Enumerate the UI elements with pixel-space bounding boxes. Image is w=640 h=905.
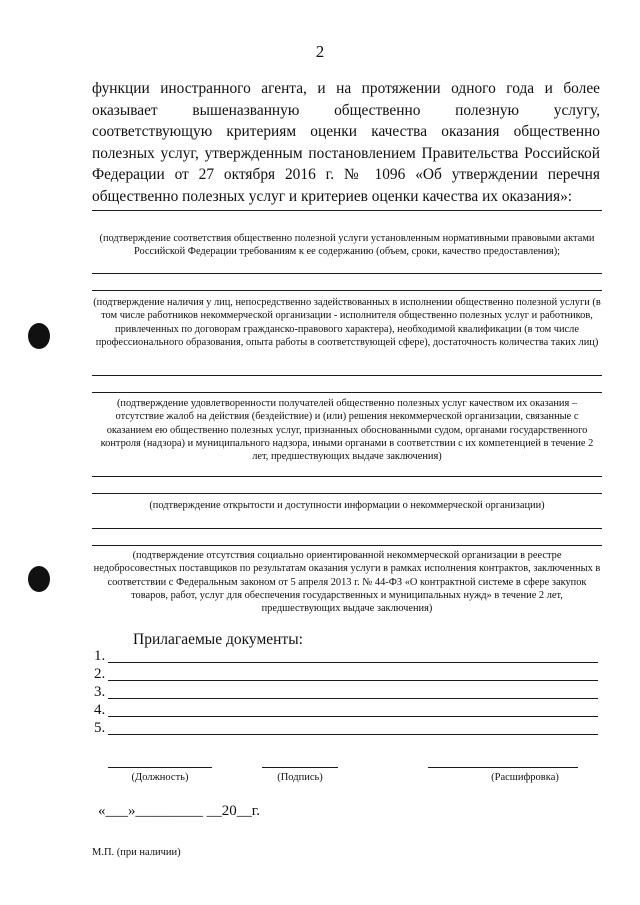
attachment-number: 3. — [94, 684, 106, 700]
fill-line — [92, 375, 602, 376]
attachment-line — [108, 662, 598, 663]
intro-paragraph — [92, 78, 600, 207]
stamp-note: М.П. (при наличии) — [92, 847, 181, 858]
signature-line-signature — [262, 767, 338, 768]
caption-information-openness: (подтверждение открытости и доступности информации о некоммерческой организации) — [149, 500, 545, 511]
attachment-number: 2. — [94, 666, 106, 682]
date-line: «___»_________ __20__г. — [98, 803, 260, 819]
attachment-line — [108, 734, 598, 735]
intro-text: функции иностранного агента, и на протяжении одного года и более оказывает вышеназванную общественно полезную услугу, соответствующую критериям оценки качества оказания общественно полезных услуг, утвержденным постановлением Правительства Российской Федерации от 27 октября 2016 г. № 1096 «Об утверждении перечня общественно полезных услуг и критериев оценки качества их оказания»: — [92, 80, 600, 205]
punch-hole-icon — [28, 323, 50, 349]
punch-hole-icon — [28, 566, 50, 592]
caption-recipient-satisfaction: (подтверждение удовлетворенности получателей общественно полезных услуг качеством их оказания – отсутствие жалоб на действия (бездействие) и (или) решения некоммерческой организации, связанные с оказанием ею общественно полезных услуг, признанных обоснованными судом, органами государственного контроля (надзора) и муниципального надзора, иными органами в соответствии с их компетенцией в течение 2 лет, предшествующих выдаче заключения) — [100, 398, 594, 463]
attachments-title: Прилагаемые документы: — [133, 631, 303, 648]
fill-line — [92, 273, 602, 274]
decoding-label: (Расшифровка) — [491, 772, 559, 783]
fill-line — [92, 493, 602, 494]
signature-line-decoding — [428, 767, 578, 768]
fill-line — [92, 210, 602, 211]
fill-line — [92, 476, 602, 477]
page-number: 2 — [315, 42, 325, 61]
signature-line-position — [108, 767, 212, 768]
caption-staff-qualification: (подтверждение наличия у лиц, непосредственно задействованных в исполнении общественно полезной услуги (в том числе работников некоммерческой организации - исполнителя общественно полезных услуг и работников, привлеченных по договорам гражданско-правового характера), необходимой квалификации (в том числе профессионального образования, опыта работы в соответствующей сфере), достаточность количества таких лиц) — [93, 297, 601, 348]
fill-line — [92, 545, 602, 546]
caption-service-compliance: (подтверждение соответствия общественно полезной услуги установленным нормативными правовыми актами Российской Федерации требованиям к ее содержанию (объем, сроки, качество предоставления); — [99, 233, 595, 258]
attachment-number: 1. — [94, 648, 106, 664]
signature-label: (Подпись) — [277, 772, 323, 783]
fill-line — [92, 528, 602, 529]
attachment-line — [108, 680, 598, 681]
attachment-line — [108, 698, 598, 699]
attachment-number: 4. — [94, 702, 106, 718]
attachment-line — [108, 716, 598, 717]
fill-line — [92, 290, 602, 291]
position-label: (Должность) — [131, 772, 189, 783]
attachment-number: 5. — [94, 720, 106, 736]
caption-supplier-registry: (подтверждение отсутствия социально ориентированной некоммерческой организации в реестре недобросовестных поставщиков по результатам оказания услуги в рамках исполнения контрактов, заключенных в соответствии с Федеральным законом от 5 апреля 2013 г. № 44-ФЗ «О контрактной системе в сфере закупок товаров, работ, услуг для обеспечения государственных и муниципальных нужд» в течение 2 лет, предшествующих выдаче заключения) — [93, 550, 601, 615]
fill-line — [92, 392, 602, 393]
